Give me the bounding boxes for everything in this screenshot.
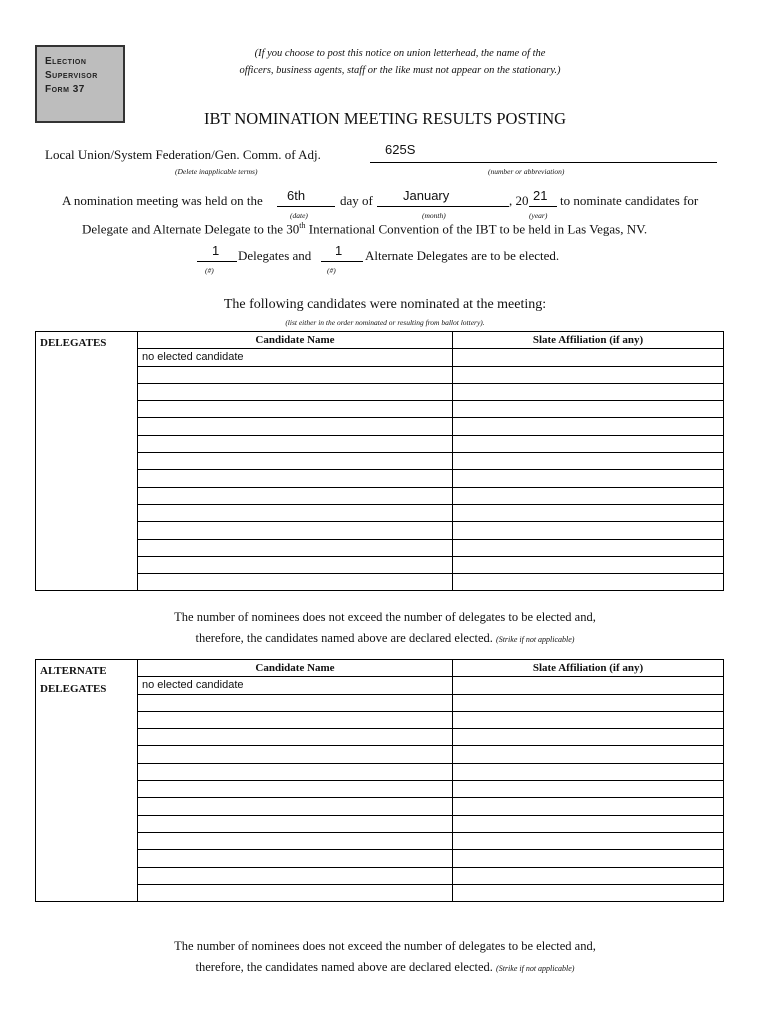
- delegates-count[interactable]: 1: [212, 243, 220, 258]
- table-row: [36, 729, 724, 746]
- table-row: [36, 539, 724, 556]
- candidate-name-cell[interactable]: [138, 556, 453, 573]
- slate-affiliation-cell[interactable]: [453, 366, 724, 383]
- candidate-name-cell[interactable]: [138, 366, 453, 383]
- table-row: [36, 522, 724, 539]
- declaration-text: therefore, the candidates named above are declared elected.: [195, 631, 493, 645]
- candidate-name-cell[interactable]: [138, 763, 453, 780]
- delegates-col-candidate: Candidate Name: [138, 332, 453, 349]
- table-row: [36, 694, 724, 711]
- convention-line: [82, 221, 647, 237]
- candidate-name-cell[interactable]: [138, 815, 453, 832]
- candidate-name-cell[interactable]: [138, 383, 453, 400]
- table-row: [36, 349, 724, 366]
- year-hint: (year): [529, 211, 548, 220]
- candidate-name-cell[interactable]: [138, 574, 453, 591]
- table-row: [36, 504, 724, 521]
- slate-affiliation-cell[interactable]: [453, 574, 724, 591]
- slate-affiliation-cell[interactable]: [453, 522, 724, 539]
- letterhead-notice: [175, 45, 625, 79]
- table-row: [36, 470, 724, 487]
- delegates-declaration: [0, 607, 770, 650]
- candidate-name-cell[interactable]: [138, 781, 453, 798]
- slate-affiliation-cell[interactable]: [453, 729, 724, 746]
- table-row: [36, 746, 724, 763]
- meeting-prefix: A nomination meeting was held on the: [62, 193, 263, 208]
- table-row: [36, 366, 724, 383]
- table-row: [36, 677, 724, 694]
- meeting-year[interactable]: 21: [533, 188, 548, 203]
- date-underline: [277, 206, 335, 207]
- alternates-label: Alternate Delegates are to be elected.: [365, 248, 560, 263]
- declaration-line-2: [0, 628, 770, 650]
- candidate-name-cell[interactable]: [138, 746, 453, 763]
- table-row: [36, 556, 724, 573]
- local-label: Local Union/System Federation/Gen. Comm. of Adj.: [45, 147, 321, 162]
- candidate-name-cell[interactable]: [138, 798, 453, 815]
- alternates-declaration: [0, 936, 770, 979]
- candidate-name-cell[interactable]: [138, 711, 453, 728]
- table-row: [36, 453, 724, 470]
- delegates-side-header: DELEGATES: [36, 332, 138, 591]
- strike-note: (Strike if not applicable): [496, 635, 575, 644]
- month-underline: [377, 206, 509, 207]
- candidate-name-cell[interactable]: [138, 850, 453, 867]
- delegates-col-slate: Slate Affiliation (if any): [453, 332, 724, 349]
- meeting-year-prefix: , 20: [509, 193, 529, 208]
- delegates-count-underline: [197, 261, 237, 262]
- candidate-name-cell[interactable]: [138, 418, 453, 435]
- alternates-col-candidate: Candidate Name: [138, 660, 453, 677]
- notice-line-2: officers, business agents, staff or the like must not appear on the stationary.): [239, 65, 561, 76]
- date-hint: (date): [290, 211, 308, 220]
- slate-affiliation-cell[interactable]: [453, 867, 724, 884]
- table-row: [36, 418, 724, 435]
- slate-affiliation-cell[interactable]: [453, 435, 724, 452]
- alternates-side-header-2: DELEGATES: [40, 683, 107, 695]
- slate-affiliation-cell[interactable]: [453, 884, 724, 901]
- slate-affiliation-cell[interactable]: [453, 850, 724, 867]
- table-row: [36, 798, 724, 815]
- slate-affiliation-cell[interactable]: [453, 677, 724, 694]
- table-row: [36, 487, 724, 504]
- local-hint-left: (Delete inapplicable terms): [175, 167, 258, 176]
- slate-affiliation-cell[interactable]: [453, 798, 724, 815]
- slate-affiliation-cell[interactable]: [453, 832, 724, 849]
- slate-affiliation-cell[interactable]: [453, 815, 724, 832]
- candidate-name-cell[interactable]: [138, 487, 453, 504]
- nominated-heading: The following candidates were nominated at the meeting:: [223, 297, 547, 312]
- table-row: [36, 711, 724, 728]
- alternates-count[interactable]: 1: [335, 243, 343, 258]
- meeting-suffix: to nominate candidates for: [560, 193, 699, 208]
- slate-affiliation-cell[interactable]: [453, 383, 724, 400]
- candidate-name-cell[interactable]: [138, 729, 453, 746]
- candidate-name-cell[interactable]: [138, 470, 453, 487]
- table-row: [36, 383, 724, 400]
- convention-text-b: International Convention of the IBT to be held in Las Vegas, NV.: [305, 221, 648, 237]
- strike-note: (Strike if not applicable): [496, 964, 575, 973]
- candidate-name-cell[interactable]: [138, 867, 453, 884]
- meeting-month[interactable]: January: [403, 188, 450, 203]
- table-row: [36, 815, 724, 832]
- convention-text-a: Delegate and Alternate Delegate to the 30: [82, 221, 300, 237]
- table-row: [36, 781, 724, 798]
- alternates-side-header: [36, 660, 138, 902]
- table-row: [36, 401, 724, 418]
- slate-affiliation-cell[interactable]: [453, 401, 724, 418]
- notice-line-1: (If you choose to post this notice on union letterhead, the name of the: [254, 48, 546, 59]
- candidate-name-cell[interactable]: no elected candidate: [138, 677, 453, 694]
- candidate-name-cell[interactable]: [138, 504, 453, 521]
- slate-affiliation-cell[interactable]: [453, 694, 724, 711]
- table-row: [36, 850, 724, 867]
- alternates-table: [35, 659, 724, 902]
- delegates-count-hint: (#): [205, 266, 214, 275]
- stamp-line-2: Supervisor: [45, 70, 98, 81]
- candidate-name-cell[interactable]: [138, 884, 453, 901]
- table-row: [36, 763, 724, 780]
- candidate-name-cell[interactable]: [138, 832, 453, 849]
- meeting-day-of: day of: [340, 193, 373, 208]
- alternates-col-slate: Slate Affiliation (if any): [453, 660, 724, 677]
- slate-affiliation-cell[interactable]: [453, 539, 724, 556]
- declaration-line-1: The number of nominees does not exceed the number of delegates to be elected and,: [174, 939, 596, 953]
- table-header-row: [36, 332, 724, 349]
- table-header-row: [36, 660, 724, 677]
- meeting-date[interactable]: 6th: [287, 188, 306, 203]
- slate-affiliation-cell[interactable]: [453, 453, 724, 470]
- slate-affiliation-cell[interactable]: [453, 711, 724, 728]
- month-hint: (month): [422, 211, 446, 220]
- delegates-label: Delegates and: [238, 248, 312, 263]
- convention-sup: th: [299, 221, 306, 230]
- year-underline: [529, 206, 557, 207]
- stamp-line-3: Form 37: [45, 84, 85, 95]
- delegates-table: [35, 331, 724, 591]
- alternates-count-underline: [321, 261, 363, 262]
- slate-affiliation-cell[interactable]: [453, 746, 724, 763]
- local-underline: [370, 162, 717, 163]
- stamp-line-1: Election: [45, 56, 87, 67]
- candidate-name-cell[interactable]: no elected candidate: [138, 349, 453, 366]
- slate-affiliation-cell[interactable]: [453, 487, 724, 504]
- declaration-line-1: The number of nominees does not exceed the number of delegates to be elected and,: [174, 610, 596, 624]
- candidate-name-cell[interactable]: [138, 453, 453, 470]
- slate-affiliation-cell[interactable]: [453, 763, 724, 780]
- slate-affiliation-cell[interactable]: [453, 418, 724, 435]
- slate-affiliation-cell[interactable]: [453, 349, 724, 366]
- nominated-hint: (list either in the order nominated or resulting from ballot lottery).: [285, 318, 485, 327]
- page-title: IBT NOMINATION MEETING RESULTS POSTING: [203, 109, 567, 128]
- table-row: [36, 574, 724, 591]
- slate-affiliation-cell[interactable]: [453, 504, 724, 521]
- declaration-text: therefore, the candidates named above are declared elected.: [195, 960, 493, 974]
- candidate-name-cell[interactable]: [138, 539, 453, 556]
- slate-affiliation-cell[interactable]: [453, 781, 724, 798]
- candidate-name-cell[interactable]: [138, 694, 453, 711]
- local-value[interactable]: 625S: [385, 142, 416, 157]
- table-row: [36, 867, 724, 884]
- alternates-count-hint: (#): [327, 266, 336, 275]
- slate-affiliation-cell[interactable]: [453, 556, 724, 573]
- table-row: [36, 884, 724, 901]
- table-row: [36, 832, 724, 849]
- alternates-side-header-1: ALTERNATE: [40, 665, 107, 677]
- local-hint-right: (number or abbreviation): [488, 167, 565, 176]
- candidate-name-cell[interactable]: [138, 435, 453, 452]
- slate-affiliation-cell[interactable]: [453, 470, 724, 487]
- declaration-line-2: [0, 957, 770, 979]
- candidate-name-cell[interactable]: [138, 522, 453, 539]
- table-row: [36, 435, 724, 452]
- candidate-name-cell[interactable]: [138, 401, 453, 418]
